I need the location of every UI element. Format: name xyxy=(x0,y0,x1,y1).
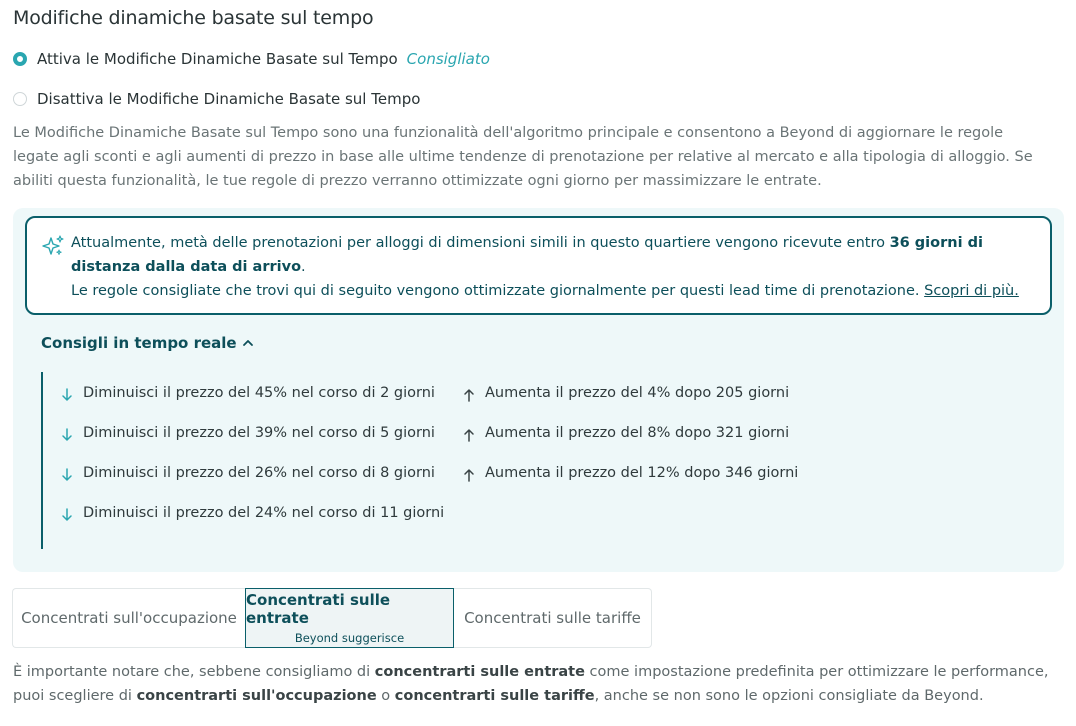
decrease-text: Diminuisci il prezzo del 26% nel corso di 8 giorni xyxy=(83,465,435,481)
decrease-text: Diminuisci il prezzo del 39% nel corso di 5 giorni xyxy=(83,425,435,441)
decrease-rule xyxy=(61,465,444,505)
segment-revenue-sub: Beyond suggerisce xyxy=(294,631,405,645)
increase-text: Aumenta il prezzo del 12% dopo 346 giorni xyxy=(485,465,799,481)
note-bold: concentrarti sulle entrate xyxy=(374,664,585,680)
note-part: o xyxy=(376,688,395,704)
disable-label: Disattiva le Modifiche Dinamiche Basate sul Tempo xyxy=(37,90,421,108)
strategy-segmented-control xyxy=(12,588,652,648)
disable-radio[interactable] xyxy=(13,92,27,106)
note-part: , anche se non sono le opzioni consigliate da Beyond. xyxy=(594,688,984,704)
recommendations-panel xyxy=(13,208,1064,572)
section-title: Modifiche dinamiche basate sul tempo xyxy=(13,7,374,29)
sparkle-icon xyxy=(41,235,65,257)
decrease-text: Diminuisci il prezzo del 45% nel corso di 2 giorni xyxy=(83,385,435,401)
realtime-toggle[interactable] xyxy=(41,334,254,352)
info-lead-time: 36 giorni di distanza dalla data di arrivo xyxy=(71,235,983,275)
segment-occupancy-label: Concentrati sull'occupazione xyxy=(21,609,237,627)
note-part: come impostazione predefinita per ottimizzare le performance, puoi scegliere di xyxy=(13,664,1049,704)
segment-rates[interactable] xyxy=(454,588,652,648)
enable-option[interactable] xyxy=(13,50,490,68)
decrease-column xyxy=(61,385,444,545)
segment-rates-label: Concentrati sulle tariffe xyxy=(464,609,641,627)
segment-occupancy[interactable] xyxy=(12,588,245,648)
recommendations-list xyxy=(41,372,803,549)
info-box xyxy=(25,216,1052,315)
info-text-end: . xyxy=(301,259,306,275)
learn-more-link[interactable]: Scopri di più. xyxy=(924,283,1019,299)
note-bold: concentrarti sulle tariffe xyxy=(394,688,595,704)
segment-revenue-label: Concentrati sulle entrate xyxy=(246,591,391,627)
description-text: Le Modifiche Dinamiche Basate sul Tempo sono una funzionalità dell'algoritmo principale e consentono a Beyond di aggiornare le regole legate agli sconti e agli aumenti di prezzo in base alle ultime tendenze di prenotazione per relative al mercato e alla tipologia di alloggio. Se abiliti questa funzionalità, le tue regole di prezzo verranno ottimizzate ogni giorno per massimizzare le entrate. xyxy=(13,125,1033,189)
footer-note xyxy=(13,660,1053,708)
increase-text: Aumenta il prezzo del 8% dopo 321 giorni xyxy=(485,425,790,441)
decrease-rule xyxy=(61,425,444,465)
info-line2: Le regole consigliate che trovi qui di seguito vengono ottimizzate giornalmente per questi lead time di prenotazione. xyxy=(71,283,925,299)
arrow-down-icon xyxy=(61,428,73,442)
arrow-up-icon xyxy=(463,388,475,402)
decrease-rule xyxy=(61,385,444,425)
info-text xyxy=(71,231,1031,303)
increase-rule xyxy=(463,465,798,505)
enable-radio[interactable] xyxy=(13,52,27,66)
info-text-part: Attualmente, metà delle prenotazioni per alloggi di dimensioni simili in questo quartiere vengono ricevute entro xyxy=(71,235,890,251)
decrease-text: Diminuisci il prezzo del 24% nel corso di 11 giorni xyxy=(83,505,445,521)
note-part: È importante notare che, sebbene consigliamo di xyxy=(13,664,375,680)
recommended-tag: Consigliato xyxy=(406,50,490,68)
arrow-down-icon xyxy=(61,468,73,482)
note-bold: concentrarti sull'occupazione xyxy=(136,688,377,704)
increase-column xyxy=(463,385,798,505)
segment-revenue[interactable] xyxy=(245,588,454,648)
arrow-up-icon xyxy=(463,428,475,442)
increase-text: Aumenta il prezzo del 4% dopo 205 giorni xyxy=(485,385,790,401)
realtime-header: Consigli in tempo reale xyxy=(41,334,237,352)
arrow-down-icon xyxy=(61,388,73,402)
chevron-up-icon xyxy=(242,338,254,348)
decrease-rule xyxy=(61,505,444,545)
increase-rule xyxy=(463,385,798,425)
enable-label: Attiva le Modifiche Dinamiche Basate sul Tempo xyxy=(37,50,398,68)
arrow-up-icon xyxy=(463,468,475,482)
disable-option[interactable] xyxy=(13,90,420,108)
arrow-down-icon xyxy=(61,508,73,522)
increase-rule xyxy=(463,425,798,465)
